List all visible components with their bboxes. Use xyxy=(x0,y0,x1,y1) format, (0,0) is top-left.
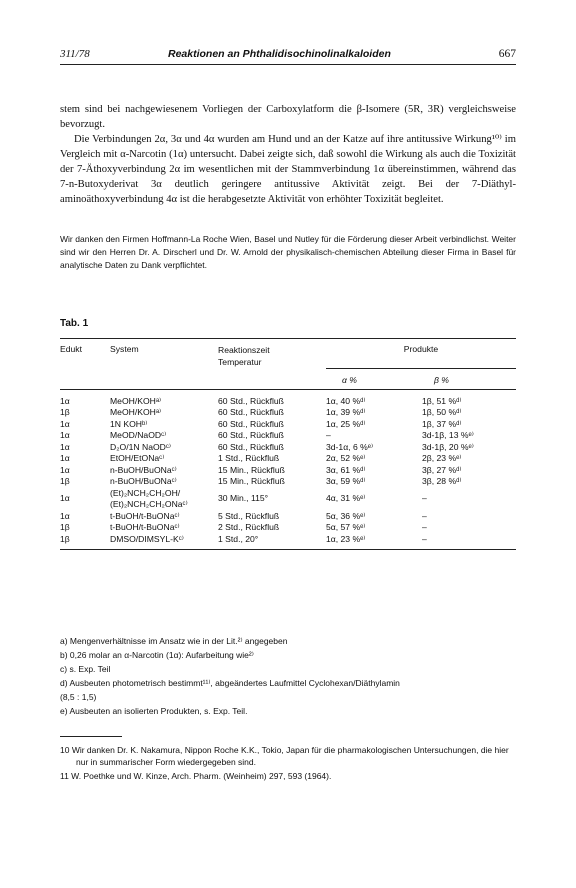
cell-system: t-BuOH/t-BuONaᶜ⁾ xyxy=(110,510,180,521)
cell-zeit: 30 Min., 115° xyxy=(218,493,269,504)
cell-edukt: 1α xyxy=(60,430,70,440)
cell-alpha: 3d-1α, 6 %ᵉ⁾ xyxy=(326,441,374,452)
cell-zeit: 1 Std., Rückfluß xyxy=(218,453,280,463)
table-note: d) Ausbeuten photometrisch bestimmt¹¹⁾, abgeändertes Laufmittel Cyclohexan/Diäthylamin xyxy=(60,678,400,688)
table-row xyxy=(60,419,516,431)
table-title: Tab. 1 xyxy=(60,318,89,329)
table-row xyxy=(60,476,516,488)
header-rule xyxy=(60,64,516,65)
cell-alpha: 5α, 36 %ᵉ⁾ xyxy=(326,510,366,521)
cell-zeit: 15 Min., Rückfluß xyxy=(218,464,285,475)
col-reaktionszeit: Reaktionszeit Temperatur xyxy=(218,339,326,369)
running-header xyxy=(60,48,516,66)
cell-beta: 1β, 51 %ᵈ⁾ xyxy=(422,395,462,406)
cell-edukt: 1α xyxy=(60,510,70,521)
col-temperatur: Temperatur xyxy=(218,357,262,367)
cell-zeit: 60 Std., Rückfluß xyxy=(218,407,284,417)
cell-alpha: 3α, 59 %ᵈ⁾ xyxy=(326,476,366,486)
cell-zeit: 2 Std., Rückfluß xyxy=(218,522,280,532)
cell-alpha: – xyxy=(326,430,331,440)
col-beta: β % xyxy=(422,368,516,389)
cell-zeit: 5 Std., Rückfluß xyxy=(218,510,280,521)
cell-alpha: 2α, 52 %ᵉ⁾ xyxy=(326,453,366,463)
table-row xyxy=(60,442,516,454)
cell-alpha: 1α, 23 %ᵉ⁾ xyxy=(326,533,366,544)
page-number: 667 xyxy=(498,48,516,60)
cell-beta: – xyxy=(422,533,427,544)
page xyxy=(60,48,516,781)
cell-system: n-BuOH/BuONaᶜ⁾ xyxy=(110,476,177,486)
footnote-rule xyxy=(60,736,122,737)
table-row xyxy=(60,534,516,546)
cell-beta: 1β, 37 %ᵈ⁾ xyxy=(422,418,462,429)
footnotes xyxy=(60,744,516,784)
cell-system-line2: (Et)₂NCH₂CH₂ONaᶜ⁾ xyxy=(110,499,188,509)
cell-zeit: 1 Std., 20° xyxy=(218,533,259,544)
cell-alpha: 1α, 25 %ᵈ⁾ xyxy=(326,418,366,429)
table-note: a) Mengenverhältnisse im Ansatz wie in der Lit.²⁾ angegeben xyxy=(60,636,288,646)
cell-beta: 3d-1β, 13 %ᵉ⁾ xyxy=(422,430,474,440)
cell-zeit: 60 Std., Rückfluß xyxy=(218,430,284,440)
col-edukt: Edukt xyxy=(60,344,82,354)
paragraph-1: stem sind bei nachgewiesenem Vorliegen der Carboxylatform die β-Isomere (5R, 3R) vergleichsweise bevorzugt. xyxy=(60,104,516,130)
cell-system: 1N KOHᵇ⁾ xyxy=(110,418,148,429)
cell-alpha: 1α, 39 %ᵈ⁾ xyxy=(326,407,366,417)
cell-zeit: 60 Std., Rückfluß xyxy=(218,418,284,429)
running-title: Reaktionen an Phthalidisochinolinalkaloiden xyxy=(168,48,391,60)
cell-edukt: 1β xyxy=(60,522,70,532)
table-body xyxy=(60,396,516,546)
cell-zeit: 15 Min., Rückfluß xyxy=(218,476,285,486)
table-note: b) 0,26 molar an α-Narcotin (1α): Aufarbeitung wie²⁾ xyxy=(60,650,254,660)
cell-system xyxy=(110,488,218,511)
cell-zeit: 60 Std., Rückfluß xyxy=(218,441,284,452)
body-text xyxy=(60,102,516,207)
acknowledgement: Wir danken den Firmen Hoffmann-La Roche Wien, Basel und Nutley für die Förderung dieser Arbeit verbindlichst. Weiter sind wir den Herren Dr. A. Dirscherl und Dr. W. Arnold der physikalisch-chemischen Abteilung dieser Firma in Basel für analytische Daten zu Dank verpflichtet. xyxy=(60,234,516,270)
cell-system: MeOD/NaODᶜ⁾ xyxy=(110,430,167,440)
cell-zeit: 60 Std., Rückfluß xyxy=(218,395,284,406)
cell-beta: – xyxy=(422,510,427,521)
cell-edukt: 1α xyxy=(60,441,70,452)
cell-system: EtOH/EtONaᶜ⁾ xyxy=(110,453,165,463)
table-row xyxy=(60,430,516,442)
cell-system: D₂O/1N NaODᶜ⁾ xyxy=(110,441,172,452)
cell-system: MeOH/KOHᵃ⁾ xyxy=(110,395,162,406)
table-row xyxy=(60,465,516,477)
table-note: (8,5 : 1,5) xyxy=(60,692,97,702)
cell-alpha: 1α, 40 %ᵈ⁾ xyxy=(326,395,366,406)
table-row xyxy=(60,511,516,523)
journal-issue: 311/78 xyxy=(60,48,90,60)
cell-edukt: 1β xyxy=(60,533,70,544)
cell-beta: – xyxy=(422,522,427,532)
paragraph-2: Die Verbindungen 2α, 3α und 4α wurden am Hund und an der Katze auf ihre antitussive Wirkung¹⁰⁾ im Vergleich mit α-Narcotin (1α) untersucht. Dabei zeigte sich, daß sowohl die Wirkung als auch die Toxizität der 7-Äthoxyverbindung 2α im wesentlichen mit der Stammverbindung 1α übereinstimmen, während das 7-n-Butoxyderivat 3α deutlich geringere antitussive Aktivität zeigt. Bei der 7-Diäthyl-aminoäthoxyverbindung 4α ist die herabgesetzte Aktivität von erhöhter Toxizität begleitet. xyxy=(60,134,516,205)
cell-edukt: 1α xyxy=(60,453,70,463)
col-alpha: α % xyxy=(326,368,422,389)
cell-beta: 3d-1β, 20 %ᵉ⁾ xyxy=(422,441,474,452)
table-row xyxy=(60,453,516,465)
cell-beta: 1β, 50 %ᵈ⁾ xyxy=(422,407,462,417)
cell-system: MeOH/KOHᵃ⁾ xyxy=(110,407,162,417)
col-produkte: Produkte xyxy=(403,344,439,354)
table-note: c) s. Exp. Teil xyxy=(60,664,111,674)
table-row xyxy=(60,407,516,419)
cell-alpha: 5α, 57 %ᵉ⁾ xyxy=(326,522,366,532)
cell-system: t-BuOH/t-BuONaᶜ⁾ xyxy=(110,522,180,532)
table-notes xyxy=(60,634,516,718)
cell-edukt: 1α xyxy=(60,418,70,429)
cell-edukt: 1α xyxy=(60,395,70,406)
table-note: e) Ausbeuten an isolierten Produkten, s. Exp. Teil. xyxy=(60,706,248,716)
cell-system-line1: (Et)₂NCH₂CH₂OH/ xyxy=(110,487,181,498)
cell-system: DMSO/DIMSYL-Kᶜ⁾ xyxy=(110,533,184,544)
cell-alpha: 3α, 61 %ᵈ⁾ xyxy=(326,464,366,475)
table-row xyxy=(60,396,516,408)
footnote: 11 W. Poethke und W. Kinze, Arch. Pharm. (Weinheim) 297, 593 (1964). xyxy=(60,771,332,781)
cell-alpha: 4α, 31 %ᵉ⁾ xyxy=(326,493,366,504)
col-system: System xyxy=(110,344,139,354)
cell-edukt: 1β xyxy=(60,407,70,417)
cell-beta: 3β, 28 %ᵈ⁾ xyxy=(422,476,462,486)
cell-beta: – xyxy=(422,493,427,504)
cell-edukt: 1α xyxy=(60,464,70,475)
table-row xyxy=(60,488,516,511)
results-table xyxy=(60,338,516,550)
table-row xyxy=(60,522,516,534)
cell-beta: 3β, 27 %ᵈ⁾ xyxy=(422,464,462,475)
footnote: 10 Wir danken Dr. K. Nakamura, Nippon Roche K.K., Tokio, Japan für die pharmakologischen Untersuchungen, die hier nur in summarischer Form wiedergegeben sind. xyxy=(60,745,509,767)
cell-system: n-BuOH/BuONaᶜ⁾ xyxy=(110,464,177,475)
cell-edukt: 1α xyxy=(60,493,70,504)
cell-edukt: 1β xyxy=(60,476,70,486)
cell-beta: 2β, 23 %ᵉ⁾ xyxy=(422,453,462,463)
